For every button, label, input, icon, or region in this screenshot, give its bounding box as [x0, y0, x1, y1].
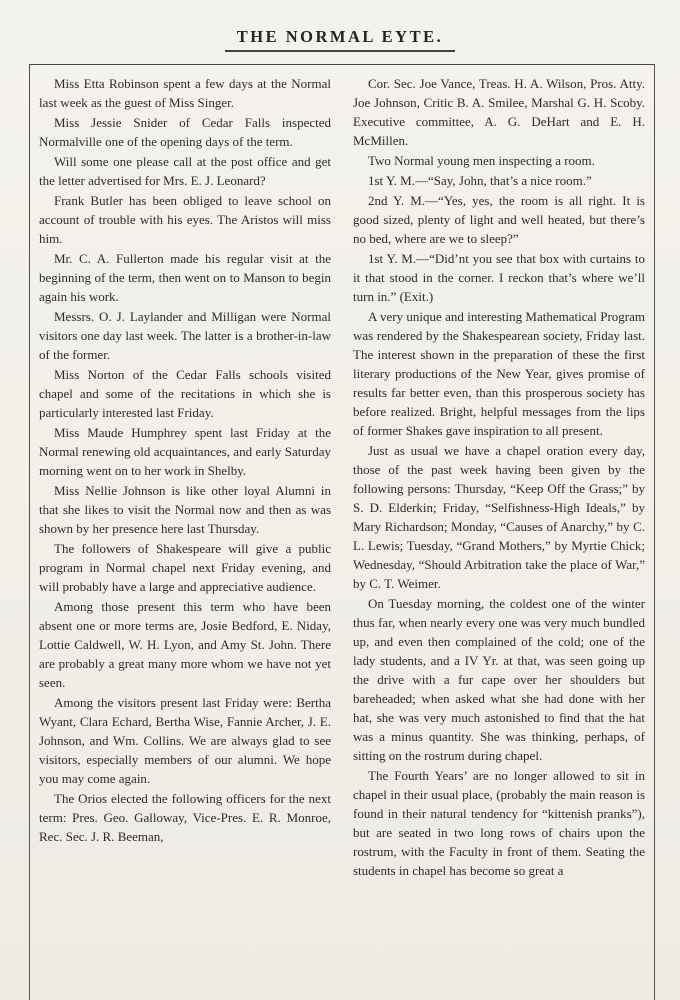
left-column [39, 74, 331, 1000]
paragraph: Miss Norton of the Cedar Falls schools visited chapel and some of the recitations in which she is particularly interested last Friday. [39, 367, 331, 420]
paragraph: Miss Maude Humphrey spent last Friday at the Normal renewing old acquaintances, and early Saturday morning went on to her work in Shelby. [39, 425, 331, 478]
paragraph: Two Normal young men inspecting a room. [368, 153, 595, 168]
paragraph: A very unique and interesting Mathematical Program was rendered by the Shakespearean society, Friday last. The interest shown in the preparation of these the first literary productions of the New Year, gives promise of results far better even, than this prosperous society has before realized. Bright, helpful messages from the lips of former Shakes gave inspiration to all present. [353, 309, 645, 438]
paragraph: The followers of Shakespeare will give a public program in Normal chapel next Friday evening, and will probably have a large and appreciative audience. [39, 541, 331, 594]
paragraph: Frank Butler has been obliged to leave school on account of trouble with his eyes. The Aristos will miss him. [39, 193, 331, 246]
paragraph: On Tuesday morning, the coldest one of the winter thus far, when nearly every one was very much bundled up, and even then complained of the cold; one of the lady students, and a IV Yr. at that, was seen going up the drive with a fur cape over her shoulders but bareheaded; when asked what she had done with her hat, she was very much astonished to find that the hat was a minus quantity. She was thinking, perhaps, of sitting on the rostrum during chapel. [353, 596, 645, 763]
paragraph: 1st Y. M.—“Did’nt you see that box with curtains to it that stood in the corner. I reckon that’s where we’ll turn in.” (Exit.) [353, 251, 645, 304]
page-body [29, 64, 655, 1000]
right-column [353, 74, 645, 1000]
paragraph: Miss Nellie Johnson is like other loyal Alumni in that she likes to visit the Normal now and then as was shown by her presence here last Thursday. [39, 483, 331, 536]
paragraph: Among those present this term who have been absent one or more terms are, Josie Bedford, E. Niday, Lottie Caldwell, W. H. Lyon, and Amy St. John. There are probably a great many more whom we have not yet seen. [39, 599, 331, 690]
paragraph: Miss Jessie Snider of Cedar Falls inspected Normalville one of the opening days of the term. [39, 115, 331, 149]
page-title: THE NORMAL EYTE. [225, 27, 455, 52]
paragraph: Mr. C. A. Fullerton made his regular visit at the beginning of the term, then went on to Manson to begin again his work. [39, 251, 331, 304]
paragraph: Among the visitors present last Friday were: Bertha Wyant, Clara Echard, Bertha Wise, Fannie Archer, J. E. Johnson, and Wm. Collins. We are always glad to see visitors, especially members of our alumni. We hope you may come again. [39, 695, 331, 786]
paragraph: Messrs. O. J. Laylander and Milligan were Normal visitors one day last week. The latter is a brother-in-law of the former. [39, 309, 331, 362]
paragraph: 2nd Y. M.—“Yes, yes, the room is all right. It is good sized, plenty of light and well heated, but there’s no bed, where are we to sleep?” [353, 193, 645, 246]
paragraph: The Fourth Years’ are no longer allowed to sit in chapel in their usual place, (probably the main reason is found in their natural tendency for “kittenish pranks”), but are seated in two long rows of chairs upon the rostrum, with the Faculty in front of them. Seating the students in chapel has become so great a [353, 768, 645, 878]
paragraph: Just as usual we have a chapel oration every day, those of the past week having been given by the following persons: Thursday, “Keep Off the Grass;” by S. D. Elderkin; Friday, “Selfishness-High Ideals,” by Mary Richardson; Monday, “Causes of Anarchy,” by C. L. Lewis; Tuesday, “Grand Mothers,” by Myrtie Chick; Wednesday, “Should Arbitration take the place of War,” by C. T. Weimer. [353, 443, 645, 591]
paragraph: The Orios elected the following officers for the next term: Pres. Geo. Galloway, Vice-Pres. E. R. Monroe, Rec. Sec. J. R. Beeman, [39, 791, 331, 844]
paragraph: 1st Y. M.—“Say, John, that’s a nice room.” [368, 173, 592, 188]
paragraph: Cor. Sec. Joe Vance, Treas. H. A. Wilson, Pros. Atty. Joe Johnson, Critic B. A. Smilee, Marshal G. H. Scoby. Executive committee, A. G. DeHart and E. H. McMillen. [353, 76, 645, 148]
paragraph: Will some one please call at the post office and get the letter advertised for Mrs. E. J. Leonard? [39, 154, 331, 188]
masthead [0, 0, 680, 46]
paragraph: Miss Etta Robinson spent a few days at the Normal last week as the guest of Miss Singer. [39, 76, 331, 110]
